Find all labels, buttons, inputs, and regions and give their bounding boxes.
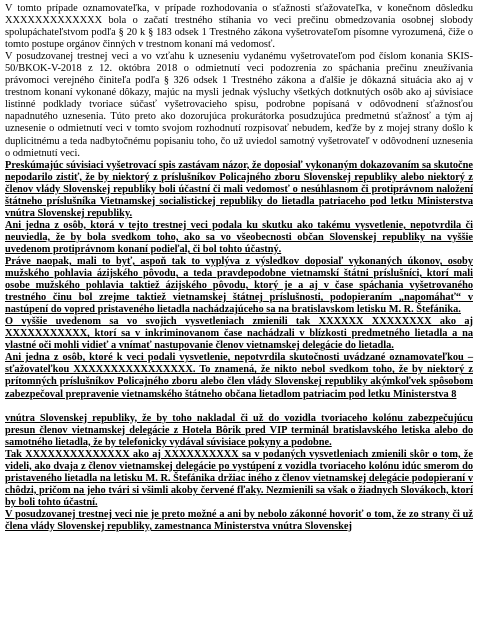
paragraph-review-opinion: Preskúmajúc súvisiaci vyšetrovací spis zastávam názor, že doposiaľ vykonaným dokazovaním sa skutočne nepodarilo zistiť, že by niektorý z príslušníkov Policajného zboru Slovenskej republiky alebo niektorý z členov vlády Slovenskej republiky boli účastní či mali vedomosť o nesúhlasnom či protiprávnom naložení štátneho príslušníka Vietnamskej socialistickej republiky do lietadla patriaceho pod letku Ministerstva vnútra Slovenskej republiky. (5, 159, 473, 219)
document-page (5, 3, 473, 533)
paragraph-ministry-continuation: vnútra Slovenskej republiky, že by toho nakladal či už do vozidla tvoriaceho kolónu zabezpečujúcu presun členov vietnamskej delegácie z Hotela Bôrik pred VIP terminál bratislavského letiska alebo do samotného lietadla, že by telefonicky vydával súvisiace pokyny a podobne. (5, 412, 473, 448)
paragraph-asian-persons: Práve naopak, mali to byť, aspoň tak to vyplýva z výsledkov doposiaľ vykonaných úkonov, osoby mužského pohlavia ázijského pôvodu, a teda pravdepodobne vietnamskí štátni príslušníci, ktorí mali osobe mužského pohlavia taktiež ázijského pôvodu, ktorý je a aj v čase spáchania vyšetrovaného trestného činu bol zrejme taktiež vietnamskej štátnej príslušnosti, podopieraním „napomáhať“ v nastúpení do vopred pristaveného lietadla nachádzajúceho sa na bratislavskom letisku M. R. Štefánika. (5, 255, 473, 316)
paragraph-observed-support: Tak XXXXXXXXXXXXXX ako aj XXXXXXXXXX sa v podaných vysvetleniach zmienili skôr o tom, že videli, ako dvaja z členov vietnamskej delegácie po vystúpení z vozidla tvoriaceho kolónu idúc smerom do pristaveného lietadla na letisku M. R. Štefánika držiac iného z členov vietnamskej delegácie podopieraní v chôdzi, pričom na jeho tvári si všimli akoby červené fľaky. Nezmienili sa však o žiadnych Slovákoch, ktorí by boli tohto účastní. (5, 448, 473, 508)
paragraph-conclusion: V posudzovanej trestnej veci nie je preto možné a ani by nebolo zákonné hovoriť o tom, že zo strany či už člena vlády Slovenskej republiky, zamestnanca Ministerstva vnútra Slovenskej (5, 508, 473, 532)
paragraph-gap (5, 401, 473, 413)
paragraph-resolution-reasoning: V posudzovanej trestnej veci a vo vzťahu k uzneseniu vydanému vyšetrovateľom pod číslom konania SKIS-50/BKOK-V-2018 z 12. októbra 2018 o odmietnutí veci podozrenia zo spáchania prečinu zneužívania právomoci verejného činiteľa podľa § 326 odsek 1 Trestného zákona a ďalšie je dôkazná situácia ako aj v trestnom konaní vykonané dôkazy, majúc na mysli jednak výsluchy všetkých dotknutých osôb ako aj súvisiace listinné podklady tvoriace súčasť vyšetrovacieho spisu, podrobne popísaná v odôvodnení sťažnosťou napadnutého uznesenia. Túto preto ako dozorujúca prokurátorka posudzujúca predmetnú sťažnosť a tým aj uznesenie o odmietnutí veci v tomto svojom rozhodnutí rozpisovať nebudem, keďže by z mojej strany došlo k duplicitnému a teda nadbytočnému popisaniu toho, čo už uviedol samotný vyšetrovateľ v odôvodnení uznesenia o odmietnutí veci. (5, 51, 473, 159)
paragraph-no-witness: Ani jedna z osôb, ktorá v tejto trestnej veci podala ku skutku ako takému vysvetlenie, nepotvrdila či neuviedla, že by bola svedkom toho, ako sa vo všeobecnosti občan Slovenskej republiky na vyššie uvedenom protiprávnom konaní podieľal, či bol tohto účastný. (5, 219, 473, 255)
paragraph-notification: V tomto prípade oznamovateľka, v prípade rozhodovania o sťažnosti sťažovateľka, v konečnom dôsledku XXXXXXXXXXXXX bola o začatí trestného stíhania vo veci prečinu obmedzovania osobnej slobody spolupáchateľstvom podľa § 20 k § 183 odsek 1 Trestného zákona vyšetrovateľom písomne vyrozumená, čiže o tomto postupe orgánov činných v trestnom konaní má vedomosť. (5, 3, 473, 51)
paragraph-witness-statements: O vyššie uvedenom sa vo svojich vysvetleniach zmienili tak XXXXXX XXXXXXXX ako aj XXXXXXXXXXX, ktorí sa v inkriminovanom čase nachádzali v blízkosti predmetného lietadla a na vlastné oči mohli vidieť a vnímať nastupovanie členov vietnamskej delegácie do lietadla. (5, 316, 473, 352)
paragraph-no-confirmation: Ani jedna z osôb, ktoré k veci podali vysvetlenie, nepotvrdila skutočnosti uvádzané oznamovateľkou – sťažovateľkou XXXXXXXXXXXXXXXX. To znamená, že nikto nebol svedkom toho, že by niektorý z prítomných príslušníkov Policajného zboru alebo člen vlády Slovenskej republiky akýmkoľvek spôsobom zabezpečoval prepravenie vietnamského štátneho občana lietadlom patriacim pod letku Ministerstva 8 (5, 352, 473, 400)
